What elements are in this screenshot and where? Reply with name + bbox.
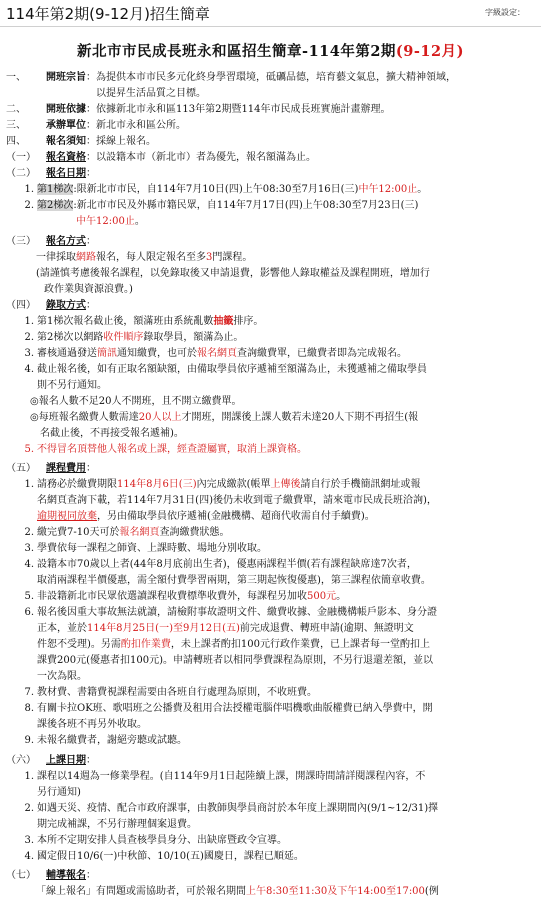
text: 才開班，開課後上課人數若未達20人下期不再招生(報 bbox=[181, 412, 419, 423]
paragraph bbox=[6, 266, 534, 282]
subsection-colon: ： bbox=[86, 755, 96, 766]
note-item bbox=[6, 394, 534, 410]
section-registration-notes bbox=[6, 134, 534, 150]
text: 審核通過發送 bbox=[37, 348, 97, 359]
section-text: 以提昇生活品質之目標。 bbox=[96, 88, 206, 99]
highlight-text: 酌扣作業費 bbox=[120, 639, 171, 650]
highlight-text: 上午8:30至11:30及下午14:00至17:00 bbox=[246, 886, 425, 897]
paragraph bbox=[6, 282, 534, 298]
list-item bbox=[6, 733, 534, 749]
list-item-cont bbox=[6, 573, 534, 589]
text: 繳完費7-10天可於 bbox=[37, 527, 120, 538]
list-item-cont bbox=[6, 214, 534, 230]
list-item bbox=[6, 362, 534, 378]
item-number: 3. bbox=[24, 543, 34, 554]
section-purpose bbox=[6, 70, 534, 86]
font-size-setting[interactable]: 字級設定： bbox=[485, 8, 525, 17]
item-text bbox=[37, 330, 534, 346]
list-item-cont bbox=[6, 637, 534, 653]
section-organizer bbox=[6, 118, 534, 134]
section-text: ：採線上報名。 bbox=[86, 136, 156, 147]
subsection-registration-method bbox=[6, 234, 534, 250]
subsection-title: 輔導報名 bbox=[46, 870, 86, 881]
list-item bbox=[6, 701, 534, 717]
list-item-cont bbox=[6, 785, 534, 801]
text: 名截止後，不再接受報名遞補)。 bbox=[40, 428, 184, 439]
subsection-fees bbox=[6, 461, 534, 477]
list-item bbox=[6, 346, 534, 362]
highlight-text: 報名網頁 bbox=[197, 348, 237, 359]
text: 查詢繳費單，已繳費者即為完成報名。 bbox=[237, 348, 407, 359]
subsection-colon: ： bbox=[86, 870, 96, 881]
subsection-number: （六） bbox=[6, 755, 36, 766]
list-item-cont bbox=[6, 717, 534, 733]
item-number: 2. bbox=[24, 200, 34, 211]
highlight-text: 收件順序 bbox=[103, 332, 144, 343]
text: 每班報名繳費人數需達 bbox=[38, 412, 139, 423]
item-body: :限新北市市民，自114年7月10日(四)上午08:30至7月16日(三) bbox=[73, 184, 359, 195]
item-number: 5. bbox=[24, 591, 34, 602]
highlight-text: 20人以上 bbox=[138, 412, 182, 423]
highlight-text: 逾期視同放棄 bbox=[37, 511, 97, 522]
item-text: 課程以14週為一修業學程。(自114年9月1日起陸續上課，開課時間請詳閱課程內容，不 bbox=[37, 771, 426, 782]
text: 報名，每人限定報名至多 bbox=[96, 252, 206, 263]
section-label: 承辦單位 bbox=[46, 120, 86, 131]
section-label: 報名須知 bbox=[46, 136, 86, 147]
item-body: :新北市市民及外縣市籍民眾，自114年7月17日(四)上午08:30至7月23日(三) bbox=[73, 200, 419, 211]
list-item bbox=[6, 442, 534, 458]
subsection-title: 上課日期 bbox=[46, 755, 86, 766]
item-text: 學費依每一課程之師資、上課時數、場地分別收取。 bbox=[37, 543, 267, 554]
item-number: 9. bbox=[24, 735, 34, 746]
subsection-title: 報名日期 bbox=[46, 168, 86, 179]
highlight-text: 上傳後 bbox=[270, 479, 301, 490]
item-number: 2. bbox=[24, 332, 34, 343]
list-item bbox=[6, 685, 534, 701]
item-text: 如遇天災、疫情、配合市政府課事，由教師與學員商討於本年度上課期間內(9/1~12/31)擇 bbox=[37, 803, 439, 814]
text: 。 bbox=[336, 591, 347, 602]
list-item bbox=[6, 541, 534, 557]
subsection-colon: ： bbox=[86, 300, 96, 311]
deadline-text: 中午12:00止 bbox=[76, 216, 135, 227]
text: 一律採取 bbox=[36, 252, 76, 263]
section-label: 開班宗旨 bbox=[46, 72, 86, 83]
paragraph bbox=[6, 250, 534, 266]
note-item-cont bbox=[6, 426, 534, 442]
item-text: 本所不定期安排人員查核學員身分、出缺席暨政令宣導。 bbox=[37, 835, 287, 846]
section-text: ：依據新北市永和區113年第2期暨114年市民成長班實施計畫辦理。 bbox=[86, 104, 391, 115]
list-item-cont bbox=[6, 509, 534, 525]
item-number: 5. bbox=[24, 444, 34, 455]
note-mark-icon: ◎ bbox=[30, 412, 39, 423]
item-number: 4. bbox=[24, 559, 34, 570]
text: 非設籍新北市民眾依選讀課程收費標準收費外，每課程另加收 bbox=[37, 591, 307, 602]
highlight-text: 114年8月25日(一)至9月12日(五) bbox=[87, 623, 240, 634]
subsection-number: （五） bbox=[6, 463, 36, 474]
item-text bbox=[37, 525, 534, 541]
list-item bbox=[6, 330, 534, 346]
list-item bbox=[6, 557, 534, 573]
list-item bbox=[6, 314, 534, 330]
page-header-title: 114年第2期(9-12月)招生簡章 bbox=[6, 5, 210, 23]
document-title-period: (9-12月) bbox=[395, 43, 464, 60]
text: 報名人數不足20人不開班，且不開立繳費單。 bbox=[38, 396, 242, 407]
text: 查詢繳費狀態。 bbox=[159, 527, 230, 538]
text: 另行通知) bbox=[37, 787, 81, 798]
item-number: 3. bbox=[24, 348, 34, 359]
item-text bbox=[37, 182, 534, 198]
subsection-colon: ： bbox=[86, 463, 96, 474]
item-text bbox=[37, 314, 534, 330]
list-item bbox=[6, 477, 534, 493]
list-item bbox=[6, 589, 534, 605]
text: 取消兩課程半價優惠，需全額付費學習兩期，第三期起恢復優惠)，第三課程依簡章收費。 bbox=[37, 575, 431, 586]
item-text: 國定假日10/6(一)中秋節、10/10(五)國慶日，課程已順延。 bbox=[37, 851, 304, 862]
highlight-text: 500元 bbox=[307, 591, 337, 602]
item-text: 設籍本市70歲以上者(44年8月底前出生者)，優惠兩課程半價(若有課程缺席達7次者， bbox=[37, 559, 417, 570]
section-basis bbox=[6, 102, 534, 118]
section-number: 二、 bbox=[6, 104, 26, 115]
list-item bbox=[6, 769, 534, 785]
list-item bbox=[6, 182, 534, 198]
list-item bbox=[6, 849, 534, 865]
item-text bbox=[37, 589, 534, 605]
item-number: 2. bbox=[24, 803, 34, 814]
item-text bbox=[37, 198, 534, 214]
item-text: 教材費、書籍費視課程需要由各班自行處理為原則，不收班費。 bbox=[37, 687, 317, 698]
subsection-number: （四） bbox=[6, 300, 36, 311]
text: 通知繳費，也可於 bbox=[117, 348, 197, 359]
subsection-number: （三） bbox=[6, 236, 36, 247]
subsection-title: 課程費用 bbox=[46, 463, 86, 474]
text: ，未上課者酌扣100元行政作業費，已上課者每一堂酌扣上 bbox=[170, 639, 430, 650]
list-item-cont bbox=[6, 653, 534, 669]
paragraph bbox=[6, 884, 534, 900]
section-number: 三、 bbox=[6, 120, 26, 131]
item-number: 4. bbox=[24, 364, 34, 375]
section-text: ：為提供本市市民多元化終身學習環境，砥礪品德，培育藝文氣息，擴大精神領域， bbox=[86, 72, 456, 83]
text: 排序。 bbox=[233, 316, 264, 327]
highlight-text: 114年8月6日(三) bbox=[117, 479, 197, 490]
section-label: 開班依據 bbox=[46, 104, 86, 115]
text: 錄取學員，額滿為止。 bbox=[143, 332, 244, 343]
item-end: 。 bbox=[417, 184, 428, 195]
item-text: 截止報名後，如有正取名額缺額，由備取學員依序遞補至額滿為止，未獲遞補之備取學員 bbox=[37, 364, 427, 375]
highlight-text: 報名網頁 bbox=[119, 527, 160, 538]
round-tag: 第2梯次 bbox=[37, 200, 74, 211]
item-text bbox=[37, 346, 534, 362]
text: (例 bbox=[424, 886, 439, 897]
subsection-title: 錄取方式 bbox=[46, 300, 86, 311]
item-text bbox=[37, 477, 534, 493]
subsection-number: （二） bbox=[6, 168, 36, 179]
text: 「線上報名」有問題或需協助者，可於報名期間 bbox=[36, 886, 246, 897]
list-item-cont bbox=[6, 669, 534, 685]
subsection-colon: ： bbox=[86, 168, 96, 179]
text: ，另由備取學員依序遞補(金融機構、超商代收需自付手續費)。 bbox=[97, 511, 375, 522]
warning-text: 不得冒名頂替他人報名或上課，經查證屬實，取消上課資格。 bbox=[37, 444, 307, 455]
item-number: 6. bbox=[24, 607, 34, 618]
highlight-text: 抽籤 bbox=[213, 316, 234, 327]
document-title-main: 新北市市民成長班永和區招生簡章-114年第2期 bbox=[77, 43, 396, 60]
item-number: 1. bbox=[24, 316, 34, 327]
text: 第2梯次以網路 bbox=[37, 332, 104, 343]
top-bar bbox=[0, 0, 541, 27]
section-number: 一、 bbox=[6, 72, 26, 83]
item-text: 有關卡拉OK班、歌唱班之公播費及租用合法授權電腦伴唱機歌曲版權費已納入學費中，開 bbox=[37, 703, 433, 714]
highlight-text: 網路 bbox=[76, 252, 96, 263]
section-text: ：新北市永和區公所。 bbox=[86, 120, 186, 131]
item-number: 8. bbox=[24, 703, 34, 714]
deadline-text: 中午12:00止 bbox=[358, 184, 418, 195]
subsection-title: 報名方式 bbox=[46, 236, 86, 247]
round-tag: 第1梯次 bbox=[37, 184, 74, 195]
item-number: 4. bbox=[24, 851, 34, 862]
text: 一次為限。 bbox=[37, 671, 87, 682]
text: 則不另行通知。 bbox=[37, 380, 107, 391]
list-item bbox=[6, 605, 534, 621]
item-number: 1. bbox=[24, 771, 34, 782]
subsection-registration-dates bbox=[6, 166, 534, 182]
item-text: 未報名繳費者，謝絕旁聽或試聽。 bbox=[37, 735, 187, 746]
item-number: 3. bbox=[24, 835, 34, 846]
item-end: 。 bbox=[134, 216, 145, 227]
subsection-colon: ： bbox=[86, 236, 96, 247]
list-item bbox=[6, 833, 534, 849]
list-item-cont bbox=[6, 817, 534, 833]
note-mark-icon: ◎ bbox=[30, 396, 39, 407]
list-item bbox=[6, 198, 534, 214]
subsection-number: （一） bbox=[6, 152, 36, 163]
item-number: 7. bbox=[24, 687, 34, 698]
text: 件恕不受理)。另需 bbox=[37, 639, 121, 650]
list-item-cont bbox=[6, 493, 534, 509]
text: 請自行於手機簡訊網址或報 bbox=[300, 479, 421, 490]
highlight-text: 簡訊 bbox=[97, 348, 117, 359]
text: 內完成繳款(帳單 bbox=[196, 479, 271, 490]
subsection-class-dates bbox=[6, 753, 534, 769]
text: 門課程。 bbox=[212, 252, 253, 263]
item-number: 1. bbox=[24, 184, 34, 195]
text: 正本，並於 bbox=[37, 623, 87, 634]
text: (請謹慎考慮後報名課程，以免錄取後又申請退費，影響他人錄取權益及課程開班，增加行 bbox=[36, 268, 430, 279]
text: 請務必於繳費期限 bbox=[37, 479, 117, 490]
subsection-text: ：以設籍本市（新北市）者為優先，報名額滿為止。 bbox=[86, 152, 316, 163]
text: 名網頁查詢下載，若114年7月31日(四)後仍未收到電子繳費單，請來電市民成長班洽詢)， bbox=[37, 495, 437, 506]
section-number: 四、 bbox=[6, 136, 26, 147]
subsection-registration-help bbox=[6, 868, 534, 884]
item-text: 報名後因重大事故無法就讀，請檢附事故證明文件、繳費收據、金融機構帳戶影本、身分證 bbox=[37, 607, 437, 618]
section-purpose-cont bbox=[6, 86, 534, 102]
list-item bbox=[6, 525, 534, 541]
subsection-eligibility bbox=[6, 150, 534, 166]
highlight-text: 3 bbox=[206, 252, 213, 263]
text: 課後各班不再另外收取。 bbox=[37, 719, 147, 730]
text: 前完成退費、轉班申請(逾期、無證明文 bbox=[239, 623, 414, 634]
document-title bbox=[0, 40, 541, 61]
list-item-cont bbox=[6, 378, 534, 394]
subsection-number: （七） bbox=[6, 870, 36, 881]
text: 第1梯次報名截止後，額滿班由系統亂數 bbox=[37, 316, 214, 327]
document-body bbox=[6, 70, 534, 900]
text: 課費200元(優惠者扣100元)。申請轉班者以相同學費課程為原則，不另行退還差額，並以 bbox=[37, 655, 433, 666]
list-item-cont bbox=[6, 621, 534, 637]
subsection-admission bbox=[6, 298, 534, 314]
item-number: 2. bbox=[24, 527, 34, 538]
subsection-title: 報名資格 bbox=[46, 152, 86, 163]
list-item bbox=[6, 801, 534, 817]
text: 政作業與資源浪費。) bbox=[44, 284, 133, 295]
note-item bbox=[6, 410, 534, 426]
item-number: 1. bbox=[24, 479, 34, 490]
text: 期完成補課，不另行辦理個案退費。 bbox=[37, 819, 197, 830]
